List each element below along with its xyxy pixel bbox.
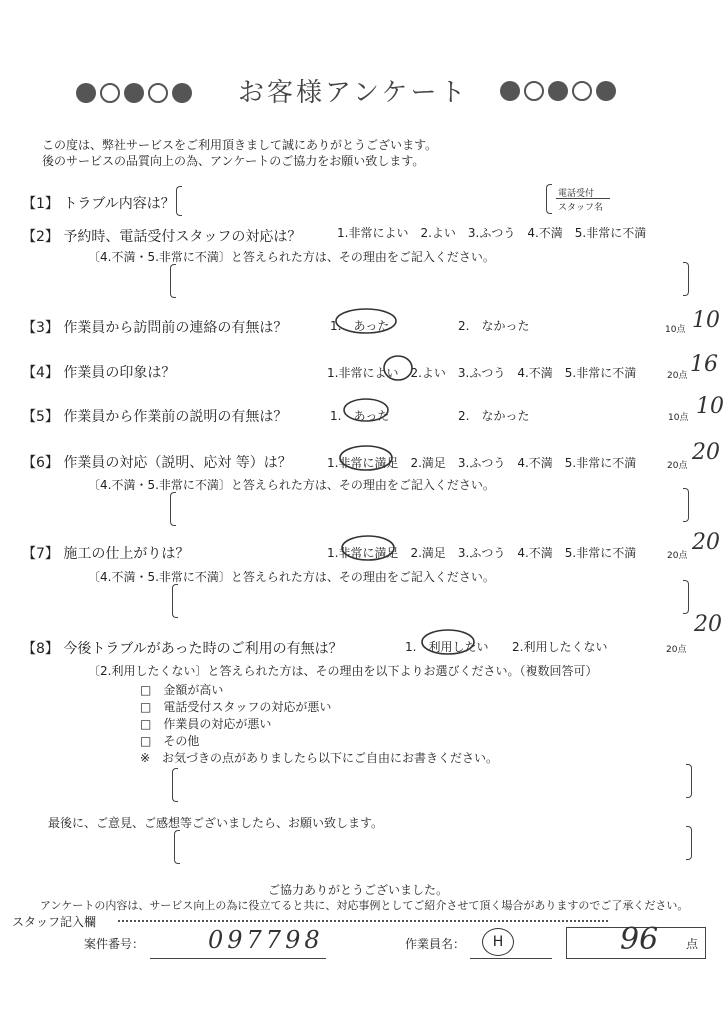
q8-points: 20点 [666,645,687,655]
q5-opt2: 2. なかった [458,409,530,423]
total-score-unit: 点 [686,937,699,951]
q3-points: 10点 [665,325,686,335]
q3-opt1: 1. あった [330,319,390,333]
q5-opt1: 1. あった [330,409,390,423]
case-number-underline [150,958,326,959]
q8-opt2: 2.利用したくない [512,640,608,654]
staff-section-divider [118,920,608,922]
q3-score: 10 [692,308,720,333]
q7-points: 20点 [667,551,688,561]
q8-opt1: 1. 利用したい [405,640,489,654]
intro-line-2: 後のサービスの品質向上の為、アンケートのご協力をお願い致します。 [42,154,425,168]
staff-label-phone: 電話受付 [558,189,595,199]
q4-points: 20点 [667,371,688,381]
q8-label: 【8】 今後トラブルがあった時のご利用の有無は？ [22,641,343,657]
q7-reason-prompt: 〔4.不満・5.非常に不満〕と答えられた方は、その理由をご記入ください。 [88,570,495,584]
q8-free-bracket-left [172,768,178,802]
worker-stamp: H [482,928,514,956]
header-circles-left [76,82,196,103]
q2-options: 1.非常によい 2.よい 3.ふつう 4.不満 5.非常に不満 [337,226,647,240]
q8-reason-prompt: 〔2.利用したくない〕と答えられた方は、その理由を以下よりお選びください。（複数回答可） [88,664,598,678]
q3-label: 【3】 作業員から訪問前の連絡の有無は？ [22,320,288,336]
q8-choice-phone-staff: □ 電話受付スタッフの対応が悪い [140,700,332,714]
q6-reason-bracket-left [170,492,176,526]
final-bracket-left [174,830,180,864]
thanks-text: ご協力ありがとうございました。 [268,883,449,897]
page-title: お客様アンケート [238,78,469,108]
q2-reason-bracket-left [170,264,176,298]
q4-label: 【4】 作業員の印象は？ [22,365,176,381]
q6-options: 1.非常に満足 2.満足 3.ふつう 4.不満 5.非常に不満 [327,456,637,470]
worker-name-label: 作業員名： [405,937,466,951]
total-score-value: 96 [620,922,659,957]
case-number-value: 097798 [208,926,324,954]
q5-score: 10 [696,394,724,419]
staff-bracket [546,184,552,214]
q2-reason-prompt: 〔4.不満・5.非常に不満〕と答えられた方は、その理由をご記入ください。 [88,250,495,264]
final-comment-prompt: 最後に、ご意見、ご感想等ございましたら、お願い致します。 [48,816,384,830]
header-circles-right [500,80,620,101]
q6-points: 20点 [667,461,688,471]
case-number-label: 案件番号： [84,937,145,951]
q5-label: 【5】 作業員から作業前の説明の有無は？ [22,409,288,425]
q8-score: 20 [694,612,722,637]
q8-choice-other: □ その他 [140,734,200,748]
q2-reason-bracket-right [683,262,689,296]
q2-label: 【2】 予約時、電話受付スタッフの対応は？ [22,229,302,245]
q3-opt2: 2. なかった [458,319,530,333]
q7-label: 【7】 施工の仕上がりは？ [22,546,190,562]
q7-reason-bracket-left [172,584,178,618]
q8-free-bracket-right [686,764,692,798]
staff-section-label: スタッフ記入欄 [12,915,97,929]
q8-choice-worker: □ 作業員の対応が悪い [140,717,272,731]
staff-underline [556,198,610,199]
worker-name-underline [470,958,552,959]
staff-label-name: スタッフ名 [558,203,604,213]
q6-score: 20 [692,440,720,465]
final-bracket-right [686,826,692,860]
q4-options: 1.非常によい 2.よい 3.ふつう 4.不満 5.非常に不満 [327,366,637,380]
q8-free-note: ※ お気づきの点がありましたら以下にご自由にお書きください。 [140,751,499,765]
intro-line-1: この度は、弊社サービスをご利用頂きまして誠にありがとうございます。 [42,138,438,152]
q7-score: 20 [692,530,720,555]
notice-text: アンケートの内容は、サービス向上の為に役立てると共に、対応事例としてご紹介させて頂く場合がありますのでご了承ください。 [40,899,689,912]
q6-reason-bracket-right [683,488,689,522]
q8-choice-price: □ 金額が高い [140,683,224,697]
q7-options: 1.非常に満足 2.満足 3.ふつう 4.不満 5.非常に不満 [327,546,637,560]
q4-score: 16 [690,352,718,377]
q6-label: 【6】 作業員の対応（説明、応対 等）は？ [22,455,292,471]
q6-reason-prompt: 〔4.不満・5.非常に不満〕と答えられた方は、その理由をご記入ください。 [88,478,495,492]
q7-reason-bracket-right [683,580,689,614]
q1-bracket [176,186,182,216]
q5-points: 10点 [668,413,689,423]
q1-label: 【1】 トラブル内容は？ [22,196,175,212]
